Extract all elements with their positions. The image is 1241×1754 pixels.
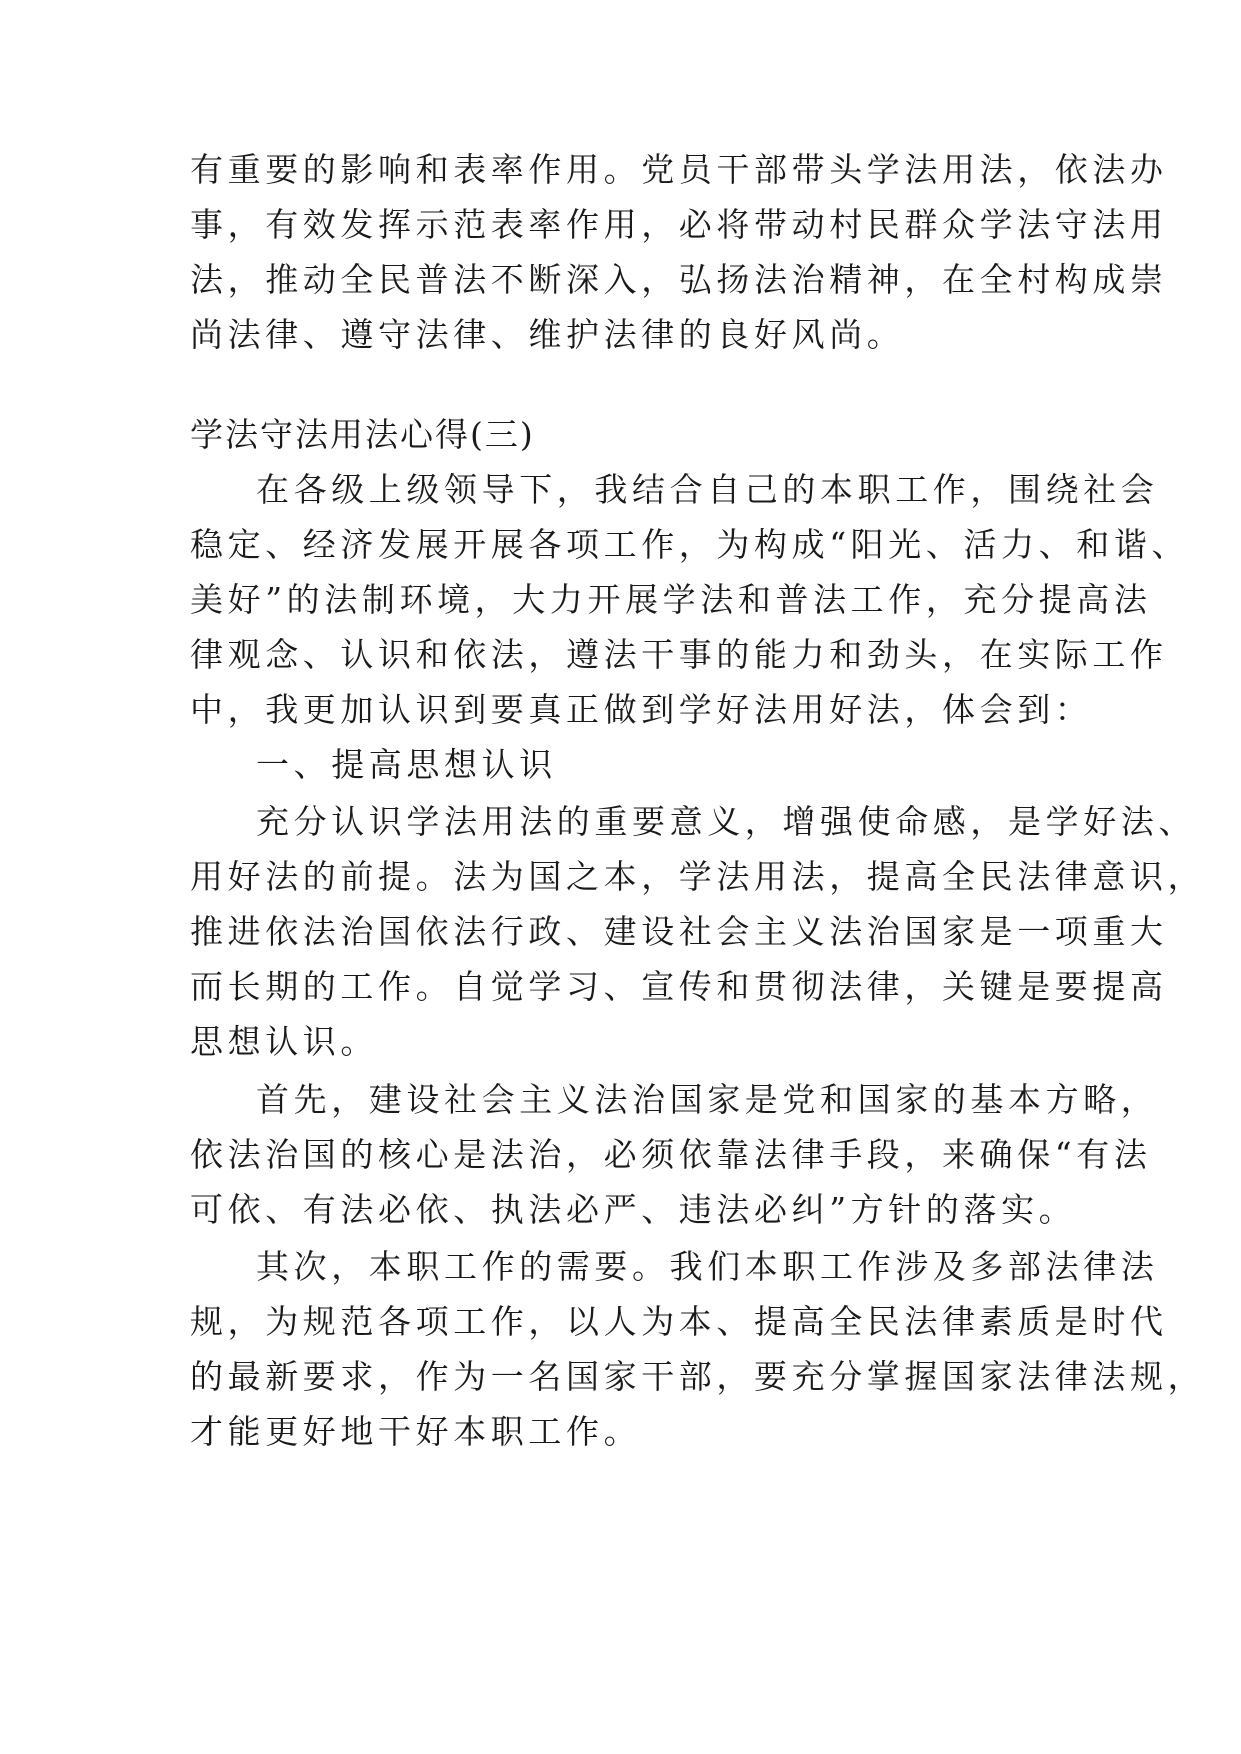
paragraph-line: 规，为规范各项工作，以人为本、提高全民法律素质是时代 <box>190 1302 1168 1341</box>
paragraph-line: 有重要的影响和表率作用。党员干部带头学法用法，依法办 <box>190 150 1168 189</box>
paragraph-line: 充分认识学法用法的重要意义，增强使命感，是学好法、 <box>256 802 1196 841</box>
paragraph-line: 美好”的法制环境，大力开展学法和普法工作，充分提高法 <box>190 580 1152 619</box>
paragraph-line: 用好法的前提。法为国之本，学法用法，提高全民法律意识， <box>190 857 1206 896</box>
paragraph-line: 法，推动全民普法不断深入，弘扬法治精神，在全村构成崇 <box>190 260 1168 299</box>
subheading: 一、提高思想认识 <box>256 745 557 784</box>
section-title: 学法守法用法心得(三) <box>190 415 535 454</box>
paragraph-line: 可依、有法必依、执法必严、违法必纠”方针的落实。 <box>190 1190 1077 1229</box>
paragraph-line: 在各级上级领导下，我结合自己的本职工作，围绕社会 <box>256 470 1159 509</box>
paragraph-line: 稳定、经济发展开展各项工作，为构成“阳光、活力、和谐、 <box>190 525 1190 564</box>
paragraph-line: 的最新要求，作为一名国家干部，要充分掌握国家法律法规， <box>190 1357 1206 1396</box>
paragraph-line: 事，有效发挥示范表率作用，必将带动村民群众学法守法用 <box>190 205 1168 244</box>
paragraph-line: 首先，建设社会主义法治国家是党和国家的基本方略， <box>256 1080 1159 1119</box>
paragraph-line: 律观念、认识和依法，遵法干事的能力和劲头，在实际工作 <box>190 635 1168 674</box>
paragraph-line: 中，我更加认识到要真正做到学好法用好法，体会到： <box>190 690 1093 729</box>
paragraph-line: 而长期的工作。自觉学习、宣传和贯彻法律，关键是要提高 <box>190 967 1168 1006</box>
paragraph-line: 才能更好地干好本职工作。 <box>190 1412 642 1451</box>
paragraph-line: 推进依法治国依法行政、建设社会主义法治国家是一项重大 <box>190 912 1168 951</box>
paragraph-line: 尚法律、遵守法律、维护法律的良好风尚。 <box>190 315 905 354</box>
paragraph-line: 其次，本职工作的需要。我们本职工作涉及多部法律法 <box>256 1247 1159 1286</box>
paragraph-line: 思想认识。 <box>190 1022 378 1061</box>
paragraph-line: 依法治国的核心是法治，必须依靠法律手段，来确保“有法 <box>190 1135 1152 1174</box>
